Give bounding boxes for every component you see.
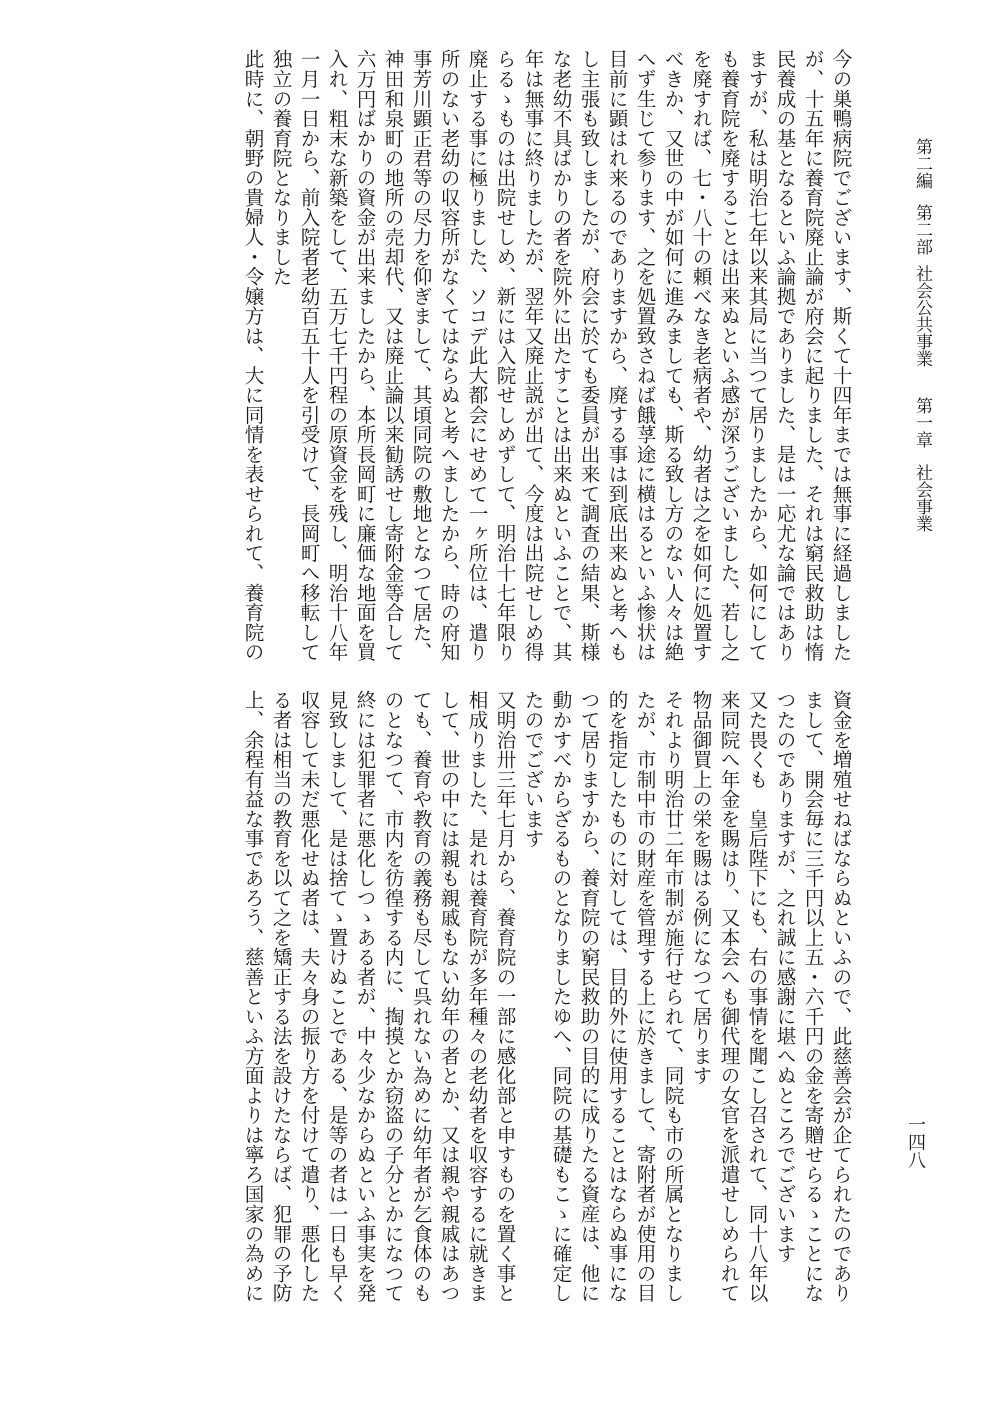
text-column: 物品御買上の栄を賜はる例になつて居ります <box>689 690 712 1086</box>
text-column: 収容して未だ悪化せぬ者は、夫々身の振り方を付けて遣り、悪化した <box>297 690 320 1303</box>
text-column: 又明治卅三年七月から、養育院の一部に感化部と申すものを置く事と <box>493 690 516 1303</box>
text-column: 終には犯罪者に悪化しつゝある者が、中々少なからぬといふ事実を発 <box>353 690 376 1303</box>
text-column: それより明治廿二年市制が施行せられて、同院も市の所属となりまし <box>661 690 684 1303</box>
text-column: 又た畏くも 皇后陛下にも、右の事情を聞こし召されて、同十八年以 <box>745 690 768 1303</box>
text-column: 来同院へ年金を賜はり、又本会へも御代理の女官を派遣せしめられて <box>717 690 740 1303</box>
running-header-section-title: 社会公共事業 <box>912 265 932 367</box>
text-column: 神田和泉町の地所の売却代、又は廃止論以来勧誘せし寄附金等合して <box>381 49 404 662</box>
text-column: べきか、又世の中が如何に進みましても、斯る致し方のない人々は絶 <box>661 49 684 662</box>
text-column: 見致しまして、是は捨てゝ置けぬことである、是等の者は一日も早く <box>325 690 348 1303</box>
text-column: 動かすべからざるものとなりましたゆへ、同院の基礎もこゝに確定し <box>549 690 572 1303</box>
text-column: ても、養育や教育の義務も尽して呉れない為めに幼年者が乞食体のも <box>409 690 432 1303</box>
text-column: ますが、私は明治七年以来其局に当つて居りましたから、如何にして <box>745 49 768 662</box>
text-column: たが、市制中市の財産を管理する上に於きまして、寄附者が使用の目 <box>633 690 656 1303</box>
text-column: が、十五年に養育院廃止論が府会に起りました、それは窮民救助は惰 <box>801 49 824 662</box>
text-column: を廃すれば、七・八十の頼べなき老病者や、幼者は之を如何に処置す <box>689 49 712 662</box>
text-column: のとなつて、市内を彷徨する内に、掏摸とか窃盗の子分とかになつて <box>381 690 404 1303</box>
text-column: 所のない老幼の収容所がなくてはならぬと考へましたから、時の府知 <box>437 49 460 662</box>
text-column: 此時に、朝野の貴婦人・令嬢方は、大に同情を表せられて、養育院の <box>241 49 264 662</box>
text-column: つたのでありますが、之れ誠に感謝に堪へぬところでございます <box>773 690 796 1264</box>
text-column: へず生じて参ります、之を処置致さねば餓莩途に横はるといふ惨状は <box>633 49 656 662</box>
text-column: たのでございます <box>521 690 544 849</box>
text-column: 資金を増殖せねばならぬといふので、此慈善会が企てられたのであり <box>829 690 852 1303</box>
text-column: 事芳川顕正君等の尽力を仰ぎまして、其頃同院の敷地となつて居た、 <box>409 49 432 662</box>
text-column: つて居りますから、養育院の窮民救助の目的に成りたる資産は、他に <box>577 690 600 1303</box>
text-column: し主張も致しましたが、府会に於ても委員が出来て調査の結果、斯様 <box>577 49 600 662</box>
text-column: 年は無事に終りましたが、翌年又廃止説が出て、今度は出院せしめ得 <box>521 49 544 662</box>
page-number: 一四八 <box>905 1115 926 1169</box>
text-column: 廃止する事に極りました、ソコデ此大都会にせめて一ヶ所位は、遣り <box>465 49 488 662</box>
text-column: 六万円ばかりの資金が出来ましたから、本所長岡町に廉価な地面を買 <box>353 49 376 662</box>
text-column: る者は相当の教育を以て之を矯正する法を設けたならば、犯罪の予防 <box>269 690 292 1303</box>
text-column: して、世の中には親も親戚もない幼年の者とか、又は親や親戚はあつ <box>437 690 460 1303</box>
text-column: 一月一日から、前入院者老幼百五十人を引受けて、長岡町へ移転して <box>297 49 320 662</box>
running-header-chapter: 第一章 <box>912 397 932 448</box>
text-column: 目前に顕はれ来るのでありますから、廃する事は到底出来ぬと考へも <box>605 49 628 662</box>
text-column: 民養成の基となるといふ論拠でありました、是は一応尤な論ではあり <box>773 49 796 662</box>
running-header-section: 第二部 <box>912 204 932 255</box>
text-column: な老幼不具ばかりの者を院外に出たすことは出来ぬといふことで、其 <box>549 49 572 662</box>
text-column: 今の巣鴨病院でございます、斯くて十四年までは無事に経過しました <box>829 49 852 662</box>
text-column: 的を指定したものに対しては、目的外に使用することはならぬ事にな <box>605 690 628 1303</box>
text-column: 相成りました、是れは養育院が多年種々の老幼者を収容するに就きま <box>465 690 488 1303</box>
text-column: まして、開会毎に三千円以上五・六千円の金を寄贈せらるゝことにな <box>801 690 824 1303</box>
running-header-chapter-title: 社会事業 <box>912 464 932 532</box>
text-column: 入れ、粗末な新築をして、五万七千円程の原資金を残し、明治十八年 <box>325 49 348 662</box>
text-column: 上、余程有益な事であろう、慈善といふ方面よりは寧ろ国家の為めに <box>241 690 264 1303</box>
text-column: も養育院を廃することは出来ぬといふ感が深うございました、若し之 <box>717 49 740 662</box>
text-column: 独立の養育院となりました <box>269 49 292 287</box>
text-column: らるゝものは出院せしめ、新には入院せしめずして、明治十七年限り <box>493 49 516 662</box>
running-header-part: 第二編 <box>912 138 932 189</box>
